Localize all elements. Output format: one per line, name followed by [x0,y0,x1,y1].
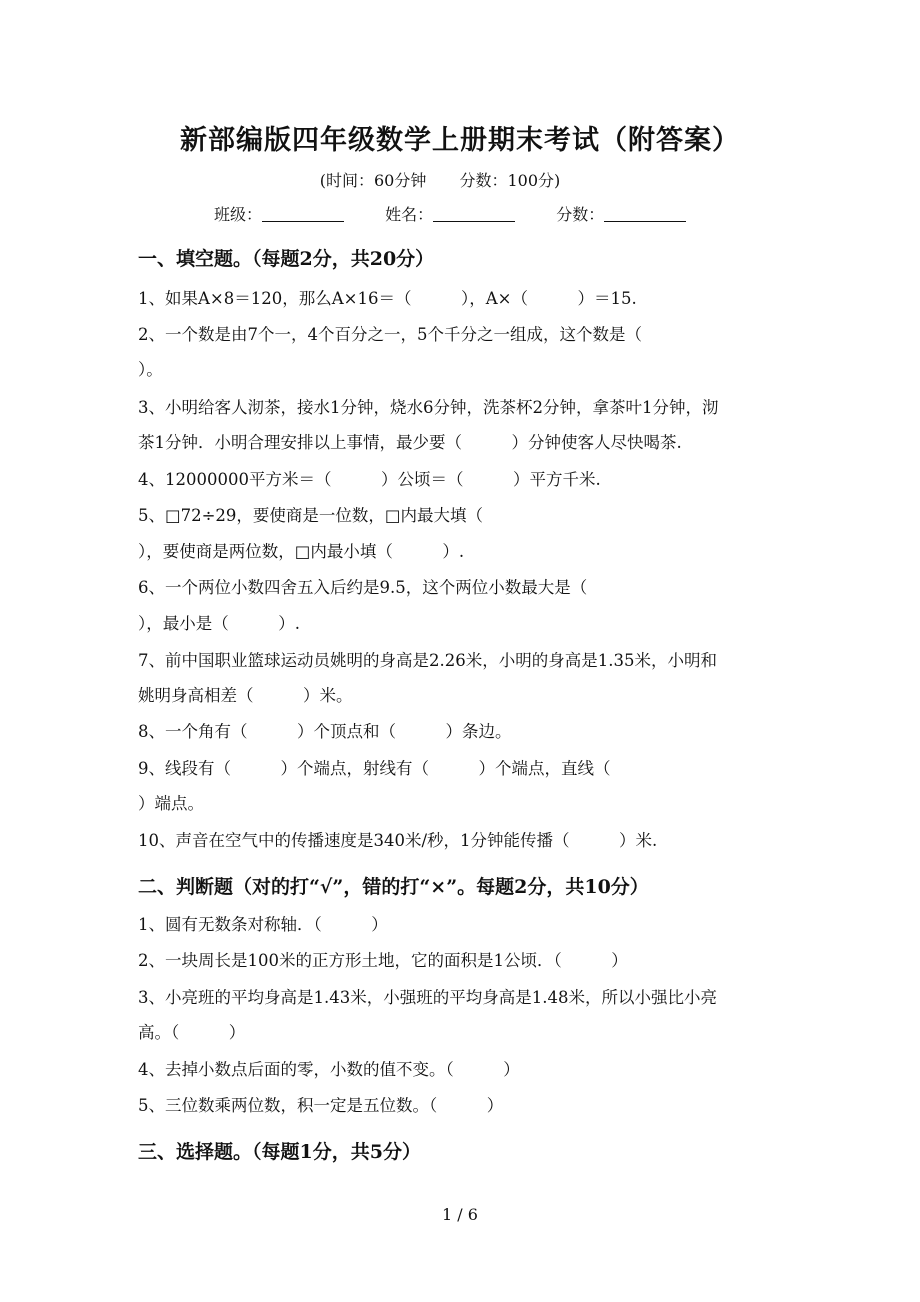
question-line: 姚明身高相差（ ）米。 [138,686,353,705]
question-line: ）端点。 [138,794,204,813]
student-info-row [214,202,722,225]
score-blank[interactable] [604,205,686,222]
section-heading-multiple-choice: 三、选择题。（每题1分，共5分） [138,1141,421,1163]
page-title: 新部编版四年级数学上册期末考试（附答案） [180,125,740,156]
class-blank[interactable] [262,205,344,222]
section-heading-true-false: 二、判断题（对的打“√”，错的打“×”。每题2分，共10分） [138,876,649,898]
question-line: 5、□72÷29，要使商是一位数，□内最大填（ [138,506,483,525]
name-blank[interactable] [433,205,515,222]
score-label: 分数： [556,205,605,224]
question-line: 2、一块周长是100米的正方形土地，它的面积是1公顷．（ ） [138,951,628,970]
total-score-info: 分数：100分) [459,171,561,190]
section-heading-fill-blank: 一、填空题。（每题2分，共20分） [138,248,435,270]
question-line: 5、三位数乘两位数，积一定是五位数。（ ） [138,1096,504,1115]
name-field [385,202,515,225]
question-line: 6、一个两位小数四舍五入后约是9.5，这个两位小数最大是（ [138,578,588,597]
name-label: 姓名： [385,205,434,224]
question-line: ），要使商是两位数，□内最小填（ ）. [138,542,465,561]
question-line: ），最小是（ ）. [138,614,300,633]
score-field [556,202,686,225]
question-line: 8、一个角有（ ）个顶点和（ ）条边。 [138,722,512,741]
question-line: 7、前中国职业篮球运动员姚明的身高是2.26米，小明的身高是1.35米，小明和 [138,651,717,670]
question-line: 4、12000000平方米＝（ ）公顷＝（ ）平方千米. [138,470,601,489]
question-line: 1、如果A×8＝120，那么A×16＝（ ），A×（ ）＝15. [138,289,637,308]
question-line: 高。（ ） [138,1023,246,1042]
question-line: 9、线段有（ ）个端点，射线有（ ）个端点，直线（ [138,759,611,778]
class-label: 班级： [214,205,263,224]
question-line: 4、去掉小数点后面的零，小数的值不变。（ ） [138,1060,520,1079]
question-line: 1、圆有无数条对称轴．（ ） [138,915,388,934]
question-line: ）。 [138,360,163,379]
question-line: 3、小明给客人沏茶，接水1分钟，烧水6分钟，洗茶杯2分钟，拿茶叶1分钟，沏 [138,398,719,417]
question-line: 2、一个数是由7个一，4个百分之一，5个千分之一组成，这个数是（ [138,325,642,344]
question-line: 10、声音在空气中的传播速度是340米/秒，1分钟能传播（ ）米. [138,831,658,850]
page-number: 1 / 6 [442,1205,478,1224]
question-line: 3、小亮班的平均身高是1.43米，小强班的平均身高是1.48米，所以小强比小亮 [138,988,717,1007]
time-info: (时间：60分钟 [319,171,427,190]
class-field [214,202,344,225]
question-line: 茶1分钟．小明合理安排以上事情，最少要（ ）分钟使客人尽快喝茶. [138,433,682,452]
exam-info [0,168,880,191]
